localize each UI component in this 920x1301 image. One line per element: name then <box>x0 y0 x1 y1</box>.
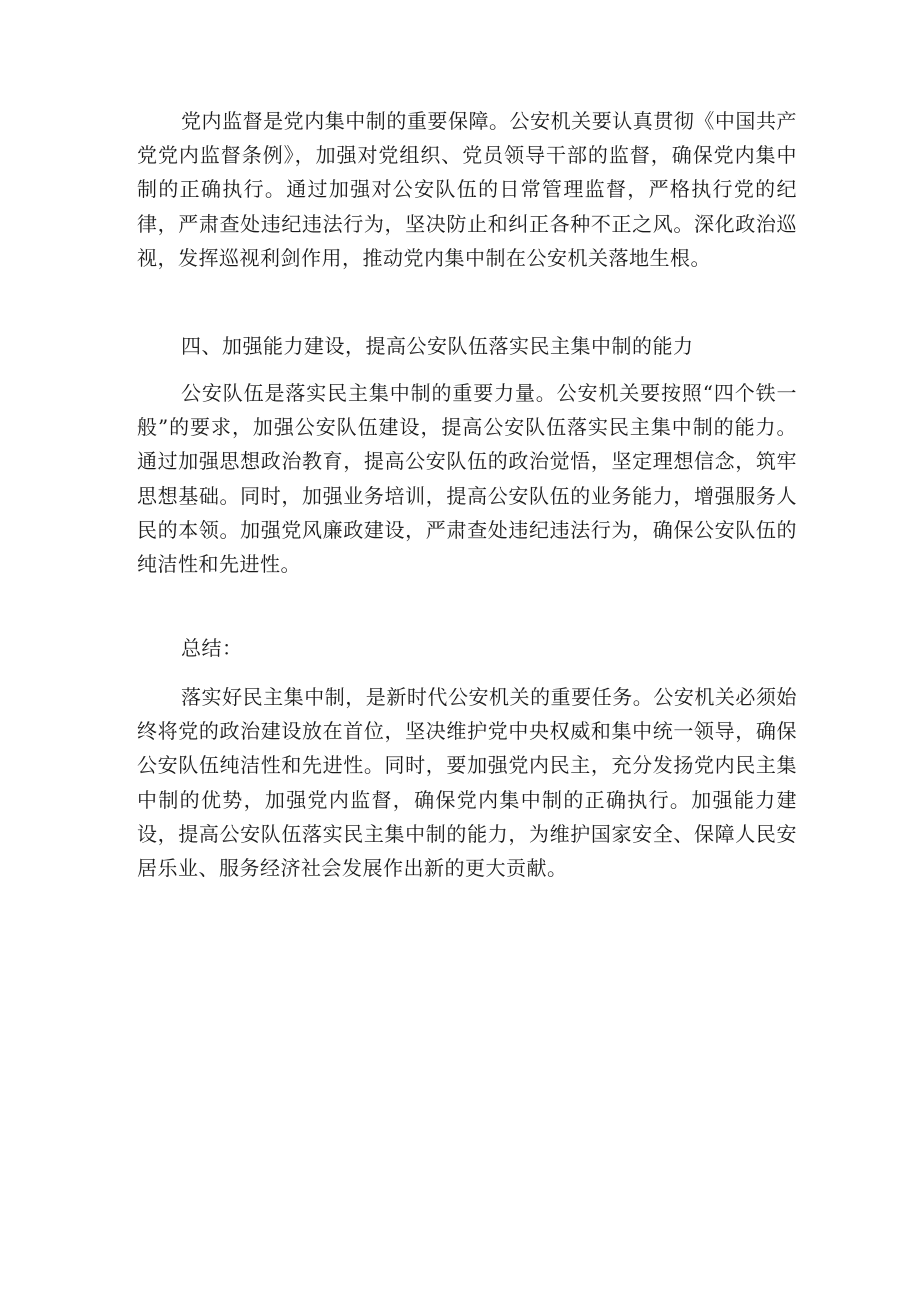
paragraph-party-supervision: 党内监督是党内集中制的重要保障。公安机关要认真贯彻《中国共产党党内监督条例》，加强对党组织、党员领导干部的监督，确保党内集中制的正确执行。通过加强对公安队伍的日常管理监督，严格执行党的纪律，严肃查处违纪违法行为，坚决防止和纠正各种不正之风。深化政治巡视，发挥巡视利剑作用，推动党内集中制在公安机关落地生根。 <box>137 109 797 270</box>
section-heading-four: 四、加强能力建设，提高公安队伍落实民主集中制的能力 <box>181 334 694 358</box>
paragraph-summary: 落实好民主集中制，是新时代公安机关的重要任务。公安机关必须始终将党的政治建设放在首位，坚决维护党中央权威和集中统一领导，确保公安队伍纯洁性和先进性。同时，要加强党内民主，充分发扬党内民主集中制的优势，加强党内监督，确保党内集中制的正确执行。加强能力建设，提高公安队伍落实民主集中制的能力，为维护国家安全、保障人民安居乐业、服务经济社会发展作出新的更大贡献。 <box>137 685 797 881</box>
summary-label: 总结： <box>181 636 243 660</box>
document-body <box>137 104 797 886</box>
paragraph-capacity-building: 公安队伍是落实民主集中制的重要力量。公安机关要按照“四个铁一般”的要求，加强公安队伍建设，提高公安队伍落实民主集中制的能力。通过加强思想政治教育，提高公安队伍的政治觉悟，坚定理想信念，筑牢思想基础。同时，加强业务培训，提高公安队伍的业务能力，增强服务人民的本领。加强党风廉政建设，严肃查处违纪违法行为，确保公安队伍的纯洁性和先进性。 <box>137 381 797 577</box>
